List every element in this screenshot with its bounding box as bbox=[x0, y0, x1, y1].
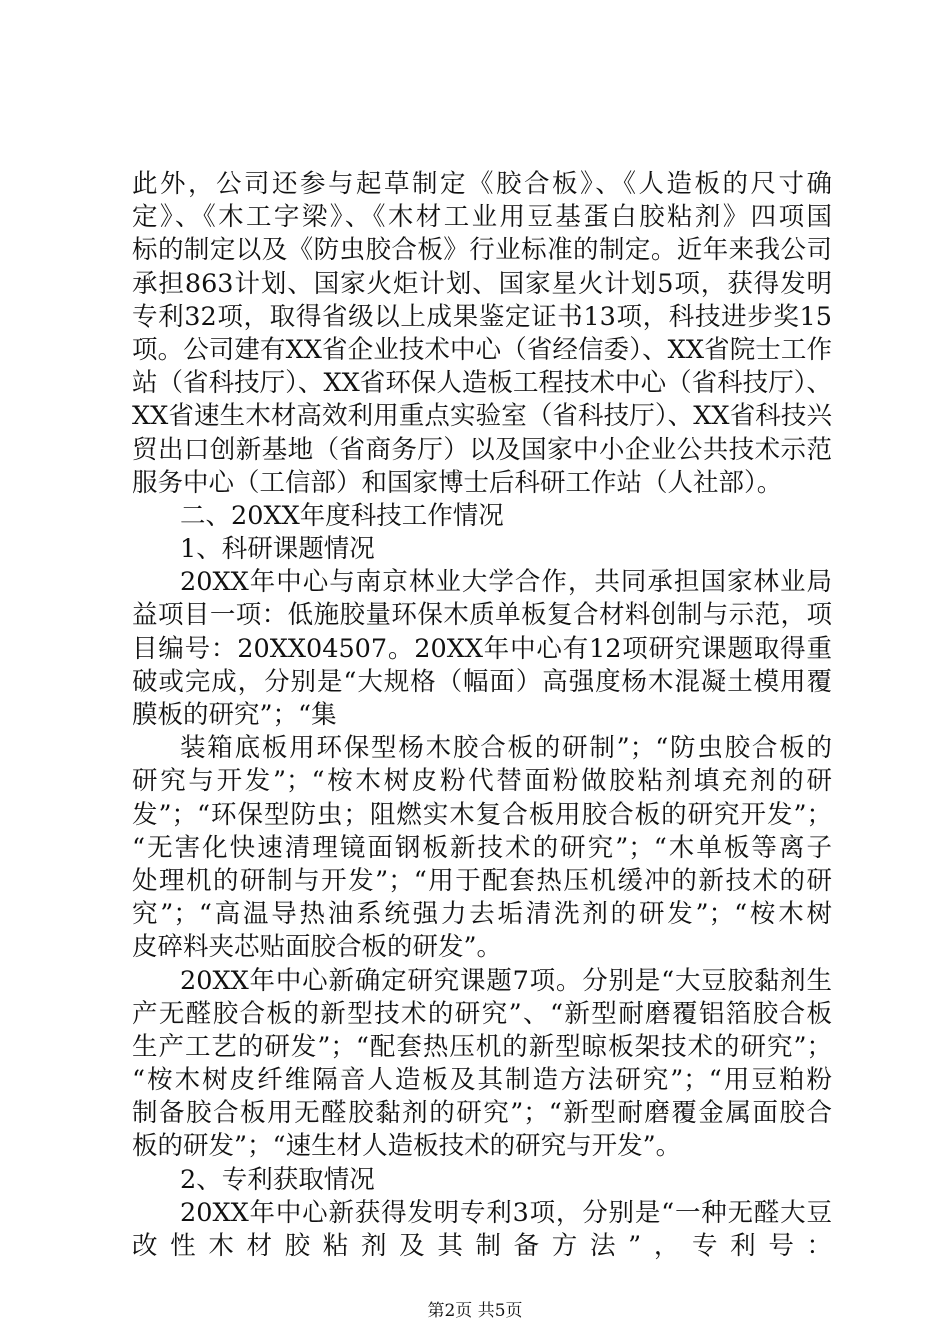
paragraph-line: 益项目一项：低施胶量环保木质单板复合材料创制与示范，项 bbox=[132, 600, 832, 631]
paragraph-line: 制备胶合板用无醛胶黏剂的研究”；“新型耐磨覆金属面胶合 bbox=[132, 1098, 832, 1129]
paragraph-line: 生产工艺的研发”；“配套热压机的新型晾板架技术的研究”； bbox=[132, 1031, 832, 1062]
paragraph-line: XX省速生木材高效利用重点实验室（省科技厅）、XX省科技兴 bbox=[132, 401, 832, 432]
paragraph-line: 此外，公司还参与起草制定《胶合板》、《人造板的尺寸确 bbox=[132, 169, 832, 199]
paragraph-line: “无害化快速清理镜面钢板新技术的研究”；“木单板等离子 bbox=[132, 832, 832, 863]
paragraph-line: 产无醛胶合板的新型技术的研究”、“新型耐磨覆铝箔胶合板 bbox=[132, 998, 832, 1029]
paragraph-line: 膜板的研究”；“集 bbox=[132, 700, 337, 730]
paragraph-line: 定》、《木工字梁》、《木材工业用豆基蛋白胶粘剂》四项国 bbox=[132, 202, 832, 233]
body-text bbox=[132, 168, 832, 1263]
paragraph-line: “桉木树皮纤维隔音人造板及其制造方法研究”；“用豆粕粉 bbox=[132, 1065, 832, 1096]
paragraph-line: 专利32项，取得省级以上成果鉴定证书13项，科技进步奖15 bbox=[132, 301, 832, 332]
paragraph-line: 研究与开发”；“桉木树皮粉代替面粉做胶粘剂填充剂的研 bbox=[132, 766, 832, 797]
paragraph-line: 装箱底板用环保型杨木胶合板的研制”；“防虫胶合板的 bbox=[180, 733, 832, 764]
paragraph-line: 贸出口创新基地（省商务厅）以及国家中小企业公共技术示范 bbox=[132, 434, 832, 465]
paragraph-line: 标的制定以及《防虫胶合板》行业标准的制定。近年来我公司 bbox=[132, 235, 832, 266]
paragraph-line: 破或完成，分别是“大规格（幅面）高强度杨木混凝土模用覆 bbox=[132, 666, 832, 697]
paragraph-line: 站（省科技厅）、XX省环保人造板工程技术中心（省科技厅）、 bbox=[132, 368, 832, 399]
paragraph-line: 板的研发”；“速生材人造板技术的研究与开发”。 bbox=[132, 1131, 682, 1162]
paragraph-line: 究”；“高温导热油系统强力去垢清洗剂的研发”；“桉木树 bbox=[132, 899, 832, 930]
paragraph-line: 处理机的研制与开发”；“用于配套热压机缓冲的新技术的研 bbox=[132, 865, 832, 896]
paragraph-line: 项。公司建有XX省企业技术中心（省经信委）、XX省院士工作 bbox=[132, 334, 832, 365]
page-number-footer: 第2页 共5页 bbox=[427, 1301, 523, 1321]
paragraph-line: 皮碎料夹芯贴面胶合板的研发”。 bbox=[132, 932, 503, 963]
paragraph-line: 发”；“环保型防虫；阻燃实木复合板用胶合板的研究开发”； bbox=[132, 799, 832, 830]
paragraph-line: 目编号：20XX04507。20XX年中心有12项研究课题取得重 bbox=[132, 633, 832, 664]
paragraph-line: 20XX年中心新获得发明专利3项，分别是“一种无醛大豆 bbox=[180, 1197, 832, 1228]
section-heading: 二、20XX年度科技工作情况 bbox=[180, 500, 504, 531]
paragraph-line: 服务中心（工信部）和国家博士后科研工作站（人社部）。 bbox=[132, 467, 783, 498]
paragraph-line: 承担863计划、国家火炬计划、国家星火计划5项，获得发明 bbox=[132, 268, 832, 299]
paragraph-line: 20XX年中心新确定研究课题7项。分别是“大豆胶黏剂生 bbox=[180, 965, 832, 996]
subsection-heading: 1、科研课题情况 bbox=[180, 534, 375, 565]
paragraph-line: 20XX年中心与南京林业大学合作，共同承担国家林业局 bbox=[180, 567, 832, 598]
paragraph-line: 改性木材胶粘剂及其制备方法”，专利号： bbox=[132, 1231, 832, 1261]
subsection-heading: 2、专利获取情况 bbox=[180, 1164, 375, 1195]
